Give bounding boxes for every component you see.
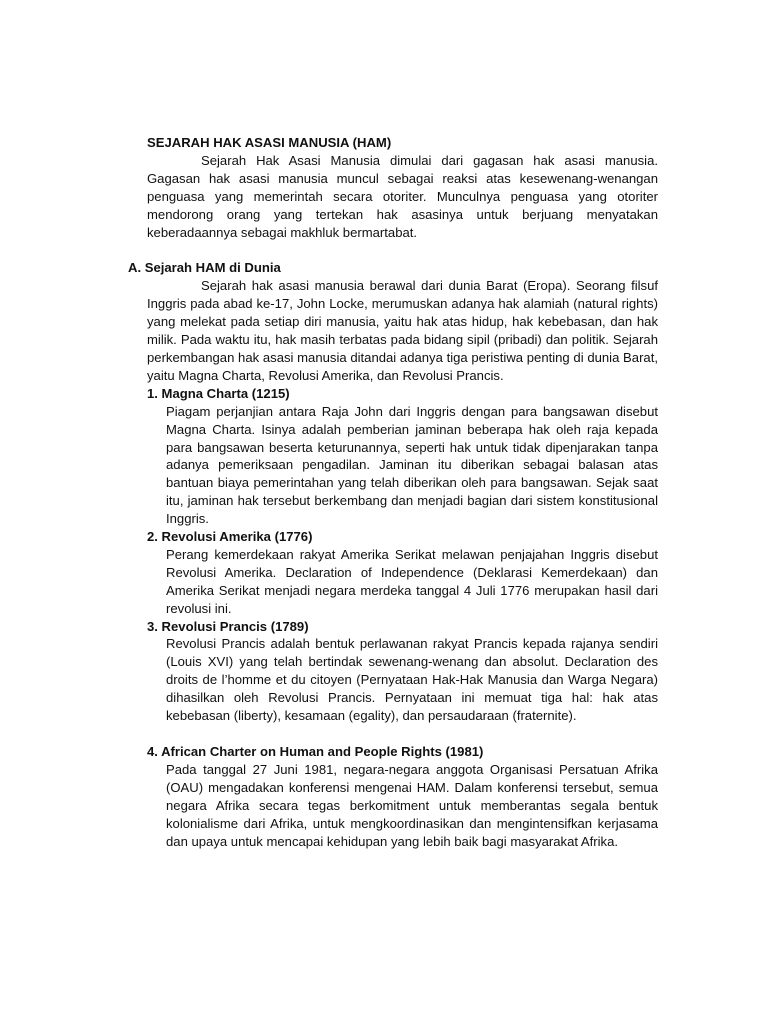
subsection-african-charter xyxy=(147,743,658,850)
subsection-paragraph: Perang kemerdekaan rakyat Amerika Serikat melawan penjajahan Inggris disebut Revolusi Amerika. Declaration of Independence (Deklarasi Kemerdekaan) dan Amerika Serikat menjadi negara merdeka tanggal 4 Juli 1776 merupakan hasil dari revolusi ini. xyxy=(166,546,658,616)
subsection-revolusi-amerika xyxy=(147,528,658,618)
subsection-paragraph: Revolusi Prancis adalah bentuk perlawanan rakyat Prancis kepada rajanya sendiri (Louis XVI) yang telah bertindak sewenang-wenang dan absolut. Declaration des droits de l’homme et du citoyen (Pernyataan Hak-Hak Manusia dan Warga Negara) dihasilkan oleh Revolusi Prancis. Pernyataan ini memuat tiga hal: hak atas kebebasan (liberty), kesamaan (egality), dan persaudaraan (fraternite). xyxy=(166,636,658,724)
document-title: SEJARAH HAK ASASI MANUSIA (HAM) xyxy=(147,135,392,150)
section-a-heading: A. Sejarah HAM di Dunia xyxy=(128,260,281,276)
subsection-magna-charta xyxy=(147,385,658,528)
section-a-paragraph: Sejarah hak asasi manusia berawal dari dunia Barat (Eropa). Seorang filsuf Inggris pada abad ke-17, John Locke, merumuskan adanya hak alamiah (natural rights) yang melekat pada setiap diri manusia, yaitu hak atas hidup, hak kebebasan, dan hak milik. Pada waktu itu, hak masih terbatas pada bidang sipil (pribadi) dan politik. Sejarah perkembangan hak asasi manusia ditandai adanya tiga peristiwa penting di dunia Barat, yaitu Magna Charta, Revolusi Amerika, dan Revolusi Prancis. xyxy=(147,278,658,383)
subsection-paragraph: Piagam perjanjian antara Raja John dari Inggris dengan para bangsawan disebut Magna Charta. Isinya adalah pemberian jaminan beberapa hak oleh raja kepada para bangsawan beserta keturunannya, seperti hak untuk tidak dipenjarakan tanpa adanya pemeriksaan pengadilan. Jaminan itu diberikan sebagai balasan atas bantuan biaya pemerintahan yang telah diberikan oleh para bangsawan. Sejak saat itu, jaminan hak tersebut berkembang dan menjadi bagian dari sistem konstitusional Inggris. xyxy=(166,403,658,527)
subsection-heading: 4. African Charter on Human and People Rights (1981) xyxy=(147,744,484,759)
subsection-heading: 3. Revolusi Prancis (1789) xyxy=(147,618,309,634)
document-body xyxy=(128,134,658,850)
subsection-paragraph: Pada tanggal 27 Juni 1981, negara-negara anggota Organisasi Persatuan Afrika (OAU) mengadakan konferensi mengenai HAM. Dalam konferensi tersebut, semua negara Afrika secara tegas berkomitment untuk memberantas segala bentuk kolonialisme dari Afrika, untuk mengkoordinasikan dan mengintensifkan kerjasama dan upaya untuk mencapai kehidupan yang lebih baik bagi masyarakat Afrika. xyxy=(166,761,658,849)
subsection-heading: 1. Magna Charta (1215) xyxy=(147,385,290,401)
subsection-heading: 2. Revolusi Amerika (1776) xyxy=(147,529,313,545)
intro-paragraph: Sejarah Hak Asasi Manusia dimulai dari gagasan hak asasi manusia. Gagasan hak asasi manusia muncul sebagai reaksi atas kesewenang-wenangan penguasa yang memerintah secara otoriter. Munculnya penguasa yang otoriter mendorong orang yang tertekan hak asasinya untuk berjuang menyatakan keberadaannya sebagai makhluk bermartabat. xyxy=(147,152,658,240)
subsection-revolusi-prancis xyxy=(147,618,658,725)
